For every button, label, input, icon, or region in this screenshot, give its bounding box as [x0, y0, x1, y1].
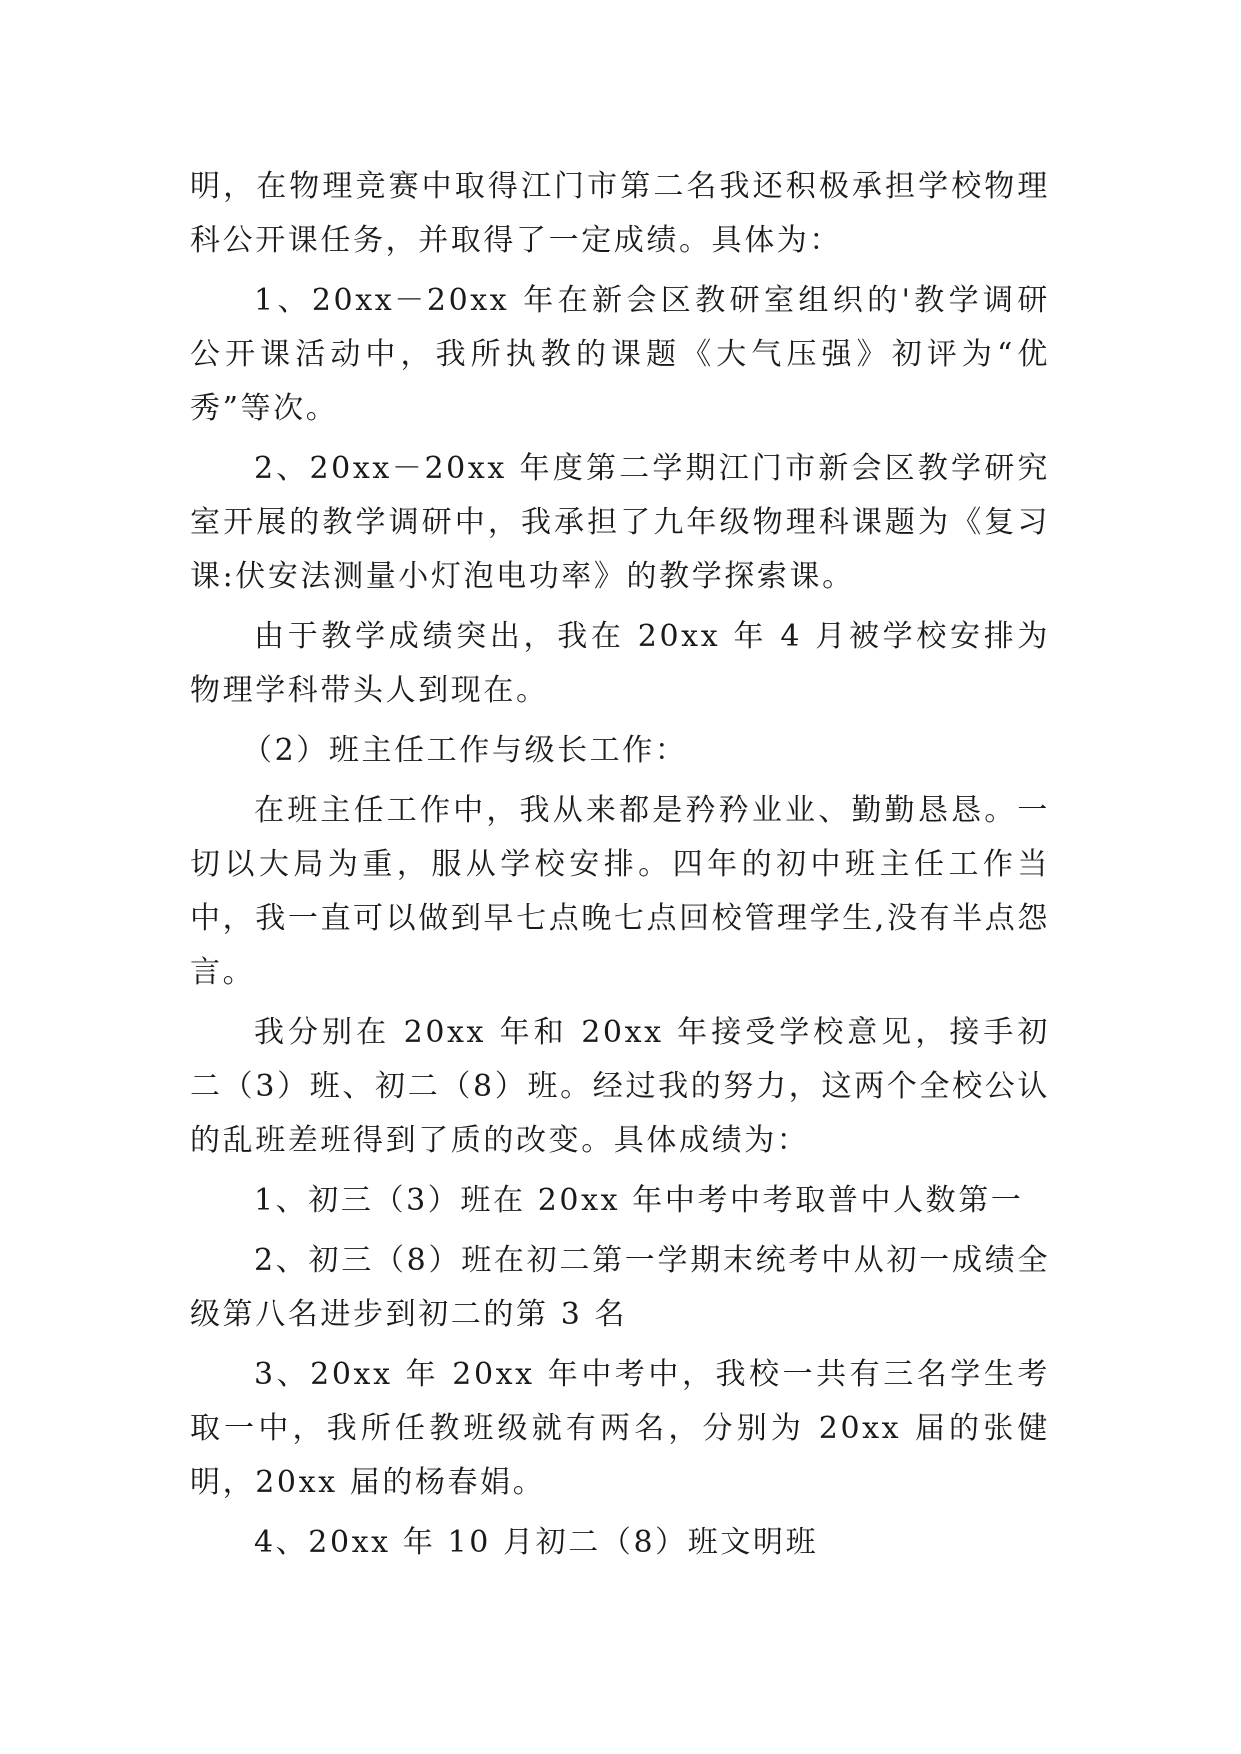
- result-item-1: 1、初三（3）班在 20xx 年中考中考取普中人数第一: [254, 1183, 1024, 1218]
- result-item-4: 4、20xx 年 10 月初二（8）班文明班: [254, 1525, 819, 1560]
- paragraph-teaching-lead: 由于教学成绩突出，我在 20xx 年 4 月被学校安排为物理学科带头人到现在。: [190, 619, 1050, 708]
- result-item-2: 2、初三（8）班在初二第一学期末统考中从初一成绩全级第八名进步到初二的第 3 名: [190, 1243, 1050, 1332]
- paragraph-item-1: 1、20xx－20xx 年在新会区教研室组织的'教学调研公开课活动中，我所执教的课题《大气压强》初评为“优秀”等次。: [190, 283, 1050, 426]
- document-body: [190, 160, 1050, 1570]
- paragraph-class-takeover: 我分别在 20xx 年和 20xx 年接受学校意见，接手初二（3）班、初二（8）班。经过我的努力，这两个全校公认的乱班差班得到了质的改变。具体成绩为：: [190, 1015, 1050, 1158]
- paragraph-item-2: 2、20xx－20xx 年度第二学期江门市新会区教学研究室开展的教学调研中，我承担了九年级物理科课题为《复习课:伏安法测量小灯泡电功率》的教学探索课。: [190, 451, 1050, 594]
- paragraph-continuation: 明，在物理竞赛中取得江门市第二名我还积极承担学校物理科公开课任务，并取得了一定成绩。具体为：: [190, 169, 1050, 258]
- section-heading-class-teacher: （2）班主任工作与级长工作：: [242, 733, 688, 768]
- paragraph-class-teacher-work: 在班主任工作中，我从来都是矜矜业业、勤勤恳恳。一切以大局为重，服从学校安排。四年的初中班主任工作当中，我一直可以做到早七点晚七点回校管理学生,没有半点怨言。: [190, 793, 1050, 990]
- result-item-3: 3、20xx 年 20xx 年中考中，我校一共有三名学生考取一中，我所任教班级就有两名，分别为 20xx 届的张健明，20xx 届的杨春娟。: [190, 1357, 1050, 1500]
